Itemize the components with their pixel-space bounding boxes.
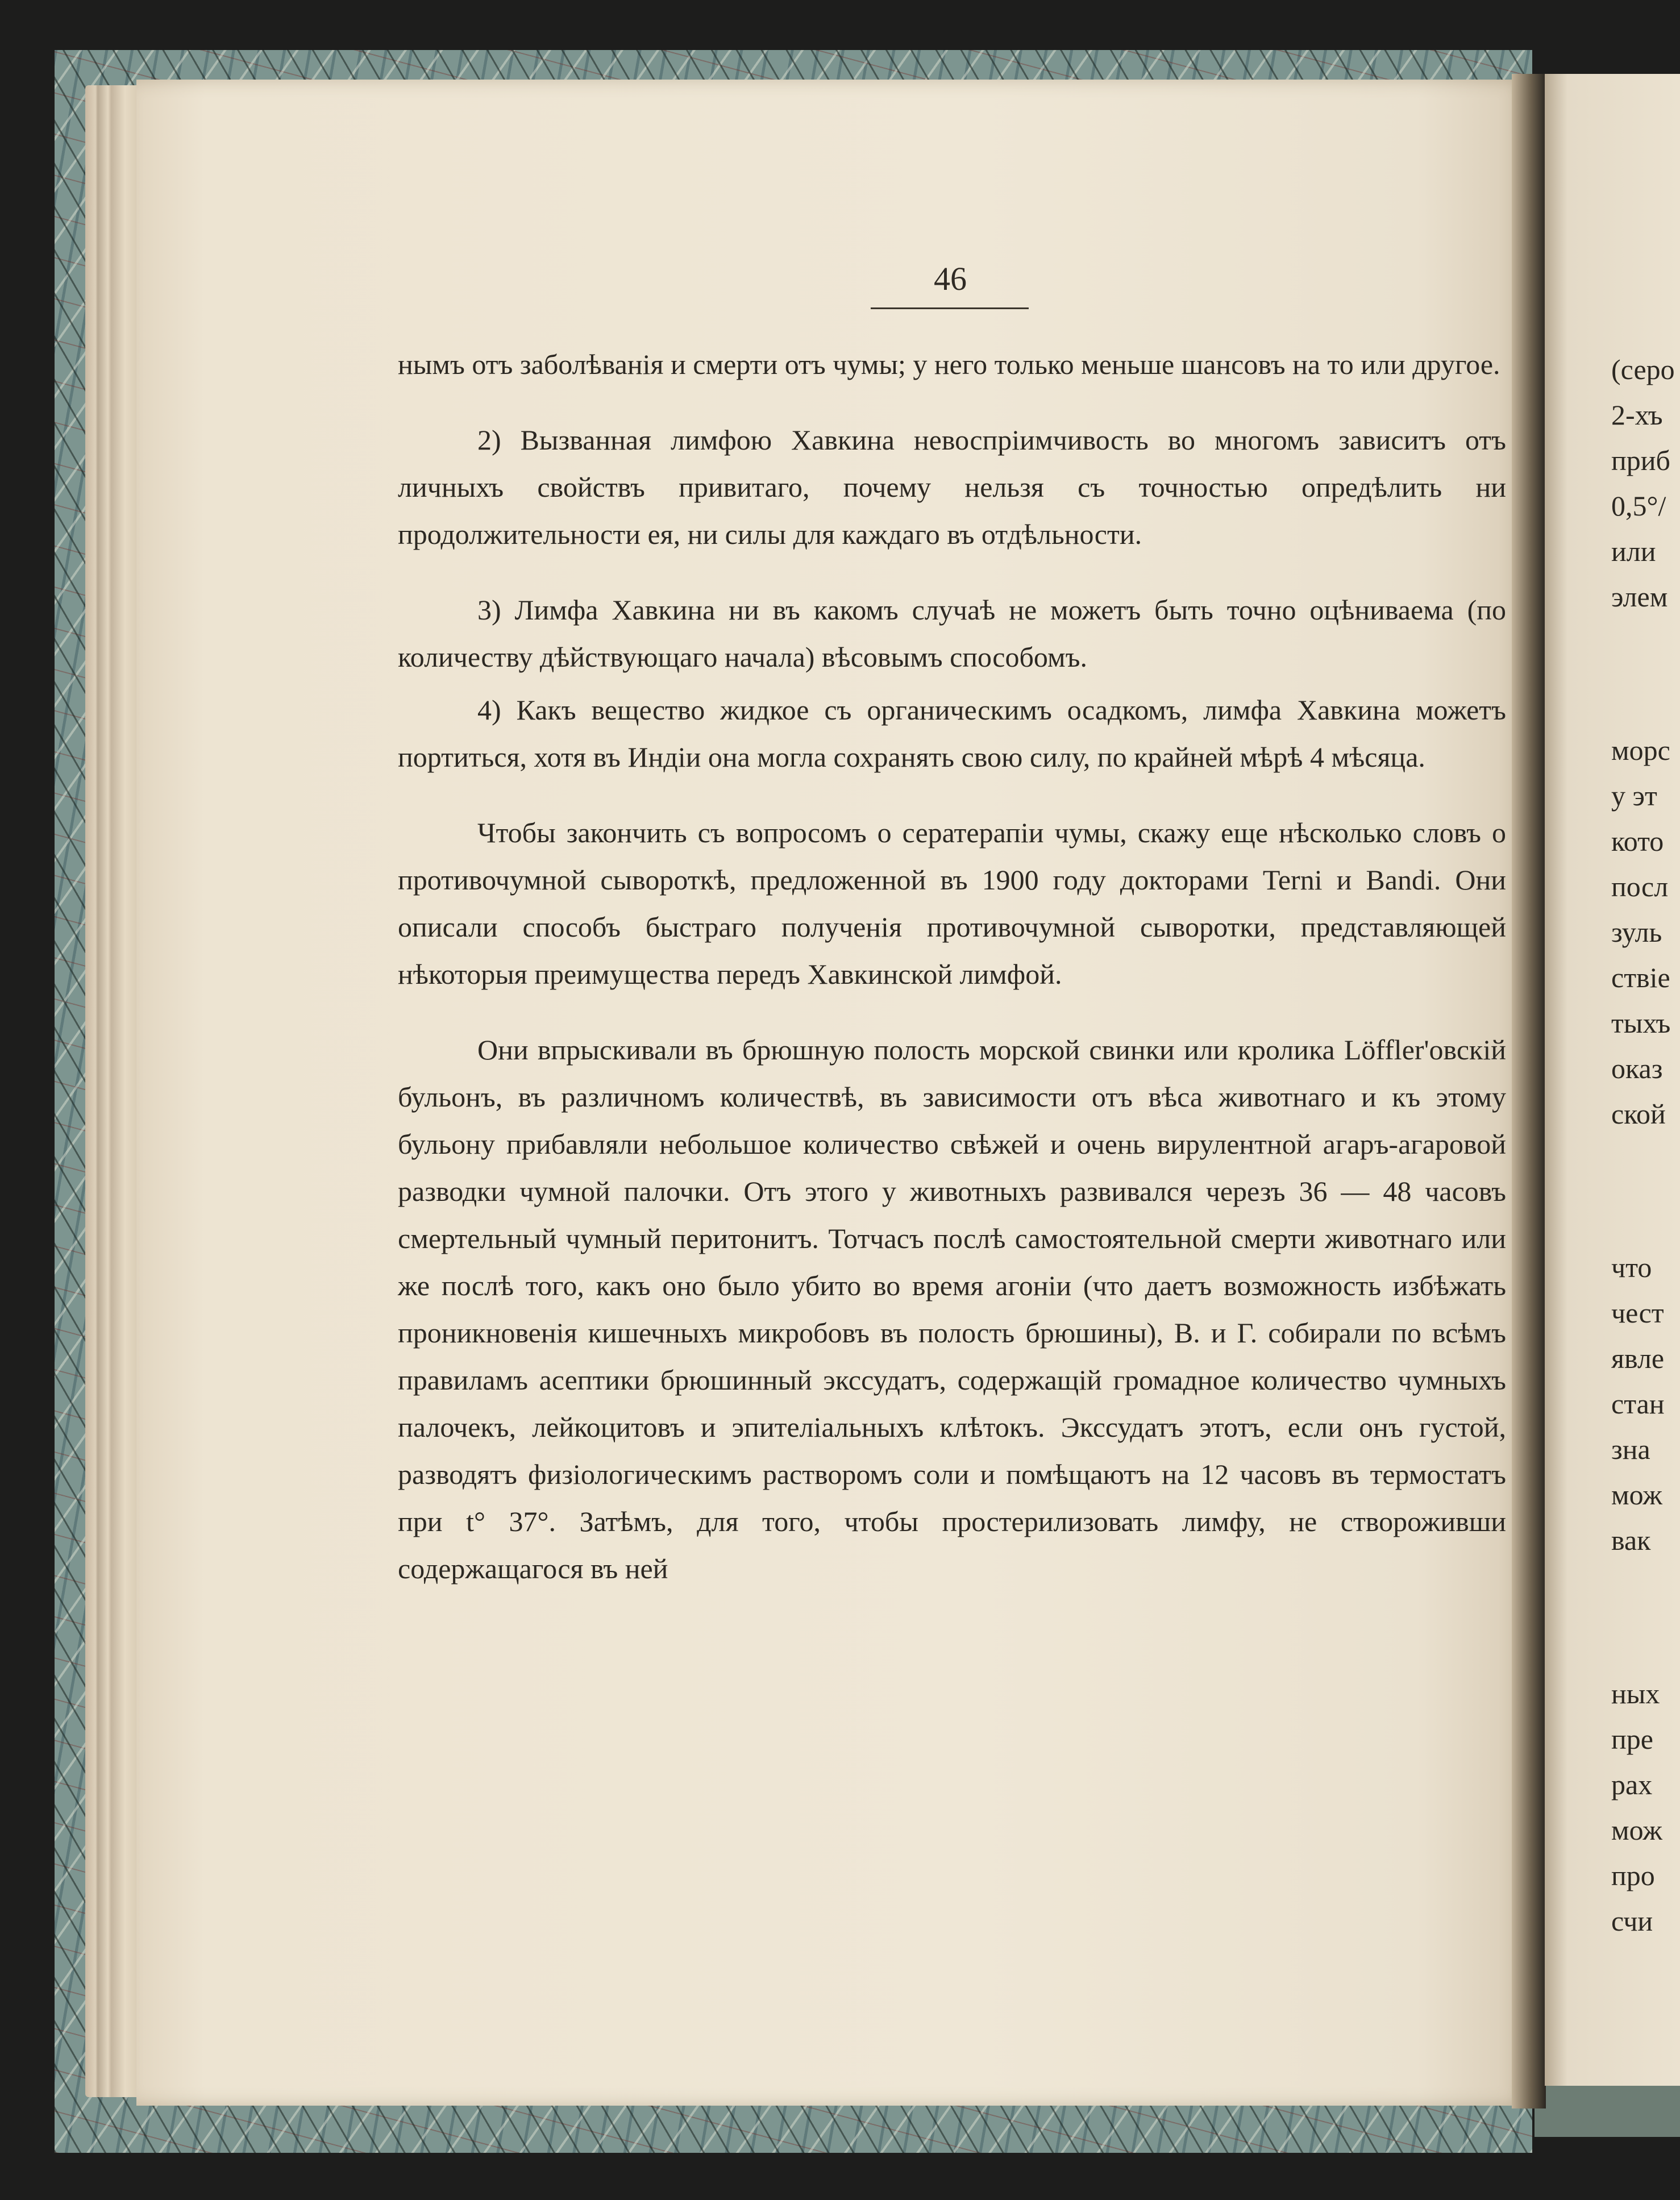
right-page-fragment: стан xyxy=(1611,1388,1665,1420)
right-page-fragment: мож xyxy=(1611,1479,1662,1511)
right-page-fragment: (серо xyxy=(1611,354,1675,385)
right-page-fragment: ствіе xyxy=(1611,962,1670,993)
right-page-fragment: 0,5°/ xyxy=(1611,490,1666,522)
page-number: 46 xyxy=(934,260,967,297)
right-page-fragment: рах xyxy=(1611,1769,1653,1800)
right-page-fragment: ской xyxy=(1611,1098,1666,1130)
right-page-fragment: 2-хъ xyxy=(1611,399,1663,431)
paragraph: 3) Лимфа Хавкина ни въ какомъ случаѣ не можетъ быть точно оцѣниваема (по количеству дѣйствующаго начала) вѣсовымъ способомъ. xyxy=(398,594,1506,673)
right-page-fragment: что xyxy=(1611,1251,1652,1283)
paragraph: Они впрыскивали въ брюшную полость морской свинки или кролика Löffler'овскій бульонъ, въ различномъ количествѣ, въ зависимости отъ вѣса животнаго и къ этому бульону прибавляли небольшое количество свѣжей и очень вирулентной агаръ-агаровой разводки чумной палочки. Отъ этого у животныхъ развивался черезъ 36 — 48 часовъ смертельный чумный перитонитъ. Тотчасъ послѣ самостоятельной смерти животнаго или же послѣ того, какъ оно было убито во время агоніи (что даетъ возможность избѣжать проникновенія кишечныхъ микробовъ въ полость брюшины), В. и Г. собирали по всѣмъ правиламъ асептики брюшинный экссудатъ, содержащій громадное количество чумныхъ палочекъ, лейкоцитовъ и эпителіальныхъ клѣтокъ. Экссудатъ этотъ, если онъ густой, разводятъ физіологическимъ растворомъ соли и помѣщаютъ на 12 часовъ въ термостатъ при t° 37°. Затѣмъ, для того, чтобы простерилизовать лимфу, не створоживши содержащагося въ ней xyxy=(398,1034,1506,1585)
right-page-fragment: зна xyxy=(1611,1433,1650,1465)
right-page-fragment: чест xyxy=(1611,1297,1664,1329)
right-page-fragment: у эт xyxy=(1611,780,1657,812)
right-page-fragment: счи xyxy=(1611,1905,1653,1937)
right-page-fragment: явле xyxy=(1611,1342,1665,1374)
book-gutter xyxy=(1512,74,1546,2108)
right-page-fragment: мож xyxy=(1611,1814,1662,1846)
header-rule xyxy=(871,307,1029,309)
body-text xyxy=(398,341,1506,1592)
right-cover-edge xyxy=(1535,2086,1680,2137)
right-page-fragment: приб xyxy=(1611,444,1670,476)
right-page-fragment: элем xyxy=(1611,581,1668,613)
right-page-fragment: пре xyxy=(1611,1723,1653,1755)
right-page-fragment: или xyxy=(1611,535,1656,567)
right-page-fragment: тыхъ xyxy=(1611,1007,1671,1039)
paragraph: 4) Какъ вещество жидкое съ органическимъ осадкомъ, лимфа Хавкина можетъ портиться, хотя въ Индіи она могла сохранять свою силу, по крайней мѣрѣ 4 мѣсяца. xyxy=(398,694,1506,773)
right-page-fragment: оказ xyxy=(1611,1053,1663,1084)
right-page-fragment: про xyxy=(1611,1860,1655,1891)
paragraph: Чтобы закончить съ вопросомъ о сератерапіи чумы, скажу еще нѣсколько словъ о противочумной сывороткѣ, предложенной въ 1900 году докторами Terni и Bandi. Они описали способъ быстраго полученія противочумной сыворотки, представляющей нѣкоторыя преимущества передъ Хавкинской лимфой. xyxy=(398,817,1506,990)
paragraph: нымъ отъ заболѣванія и смерти отъ чумы; у него только меньше шансовъ на то или другое. xyxy=(398,348,1500,380)
right-page-fragment: кото xyxy=(1611,825,1664,857)
right-page-fragment: зуль xyxy=(1611,916,1662,948)
right-page-fragment: вак xyxy=(1611,1524,1651,1556)
right-page-fragment: посл xyxy=(1611,871,1669,903)
right-page-fragment: морс xyxy=(1611,734,1670,766)
paragraph: 2) Вызванная лимфою Хавкина невоспріимчивость во многомъ зависитъ отъ личныхъ свойствъ привитаго, почему нельзя съ точностью опредѣлить ни продолжительности ея, ни силы для каждаго въ отдѣльности. xyxy=(398,424,1506,550)
right-page-fragment: ных xyxy=(1611,1678,1660,1710)
